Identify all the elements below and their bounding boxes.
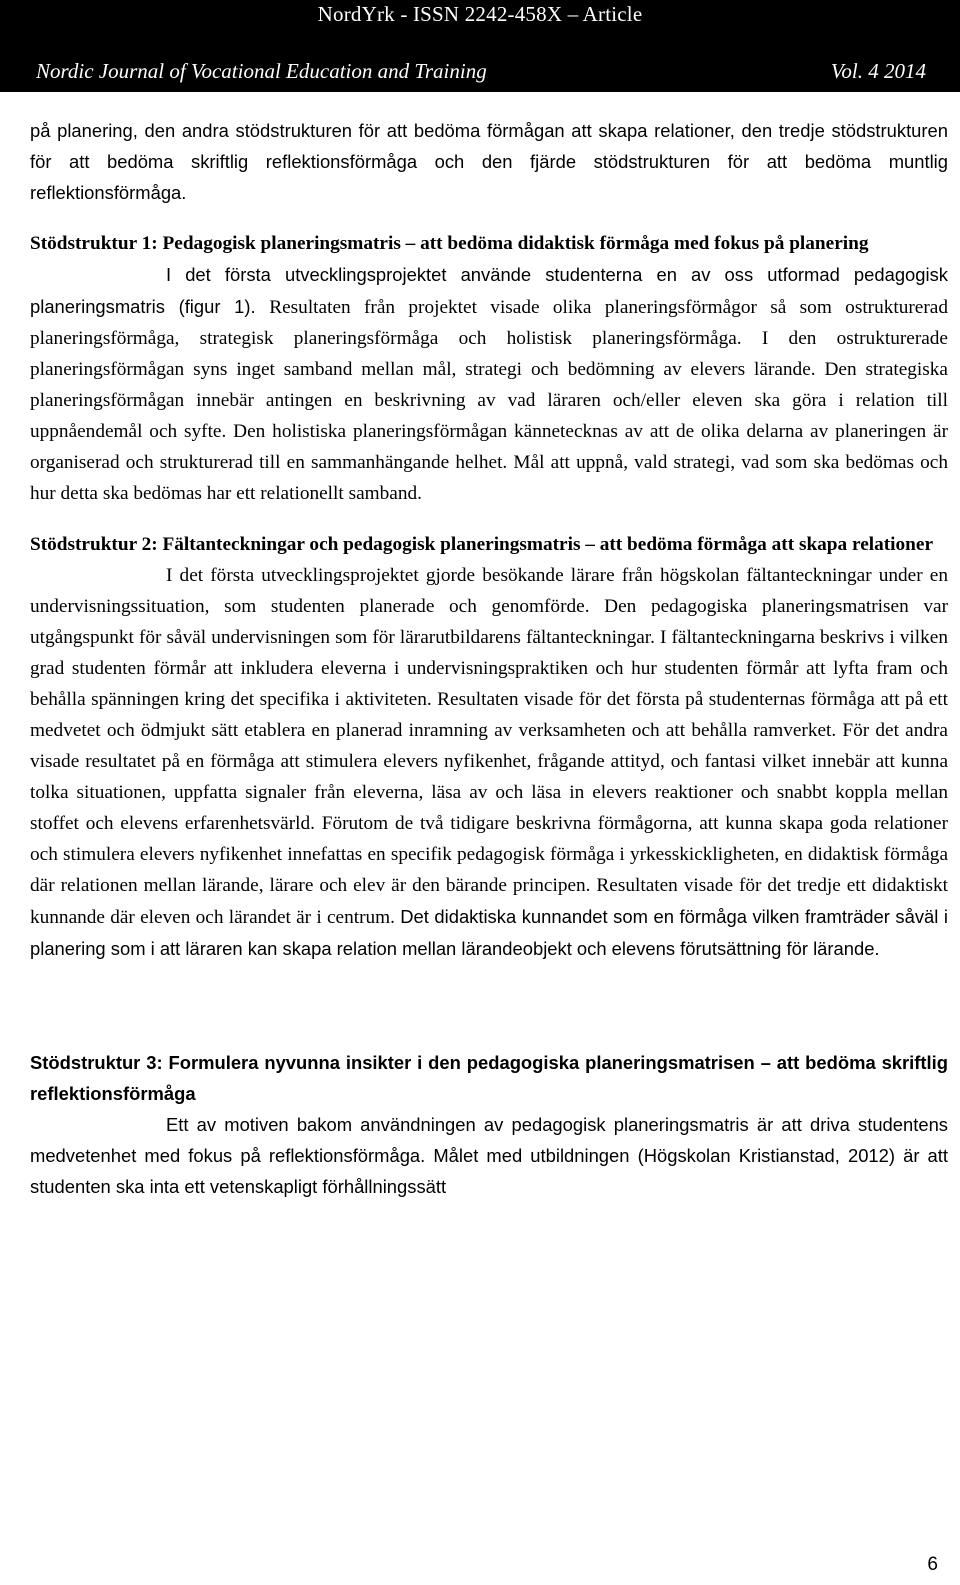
journal-name: Nordic Journal of Vocational Education and Training xyxy=(36,59,487,83)
header-title: NordYrk - ISSN 2242-458X – Article xyxy=(317,2,643,26)
intro-paragraph: på planering, den andra stödstrukturen för att bedöma förmågan att skapa relationer, den tredje stödstrukturen för att bedöma skriftlig reflektionsförmåga och den fjärde stödstrukturen för att bedöma muntlig reflektionsförmåga. xyxy=(30,120,948,203)
journal-header xyxy=(0,0,960,92)
section-3-heading: Stödstruktur 3: Formulera nyvunna insikter i den pedagogiska planeringsmatrisen – att bedöma skriftlig reflektionsförmåga xyxy=(30,1052,948,1104)
section-2-text-sans: Det didaktiska kunnandet som en förmåga vilken framträder såväl i planering som i att läraren kan skapa relation mellan lärandeobjekt och elevens förutsättning för lärande. xyxy=(30,906,948,959)
section-1-heading: Stödstruktur 1: Pedagogisk planeringsmatris – att bedöma didaktisk förmåga med fokus på planering xyxy=(30,233,869,254)
volume-label: Vol. 4 2014 xyxy=(830,59,926,83)
section-2-paragraph xyxy=(30,560,948,965)
section-2-heading: Stödstruktur 2: Fältanteckningar och pedagogisk planeringsmatris – att bedöma förmåga att skapa relationer xyxy=(30,534,934,555)
section-1-paragraph xyxy=(30,259,948,509)
section-2-text-serif: I det första utvecklingsprojektet gjorde besökande lärare från högskolan fältanteckningar under en undervisningssituation, som studenten planerade och genomförde. Den pedagogiska planeringsmatrisen var utgångspunkt för såväl undervisningen som för lärarutbildarens fältanteckningar. I fältanteckningarna beskrivs i vilken grad studenten förmår att inkludera eleverna i undervisningspraktiken och hur studenten förmår att lyfta fram och behålla spänningen kring det specifika i aktiviteten. Resultaten visade för det första på studenternas förmåga att på ett medvetet och ödmjukt sätt etablera en planerad inramning av verksamheten och att behålla ramverket. För det andra visade resultatet på en förmåga att stimulera elevers nyfikenhet, frågande attityd, och fantasi vilket innebär att kunna tolka situationen, uppfatta signaler från eleverna, läsa av och läsa in elevers reaktioner och snabbt koppla mellan stoffet och elevens erfarenhetsvärld. Förutom de två tidigare beskrivna förmågorna, att kunna skapa goda relationer och stimulera elevers nyfikenhet innefattas en specifik pedagogisk förmåga i yrkesskickligheten, en didaktisk förmåga där relationen mellan lärande, lärare och elev är den bärande principen. Resultaten visade för det tredje ett didaktiskt kunnande där eleven och lärandet är i centrum. xyxy=(30,565,948,928)
article-body xyxy=(30,115,948,1202)
section-1-text-sans: I det första utvecklingsprojektet använde studenterna en av oss utformad pedagogisk planeringsmatris (figur 1). xyxy=(30,264,948,317)
page-number: 6 xyxy=(927,1554,938,1575)
section-3-paragraph: Ett av motiven bakom användningen av pedagogisk planeringsmatris är att driva studentens medvetenhet med fokus på reflektionsförmåga. Målet med utbildningen (Högskolan Kristianstad, 2012) är att studenten ska inta ett vetenskapligt förhållningssätt xyxy=(30,1114,948,1197)
section-1-text-serif: Resultaten från projektet visade olika planeringsförmågor så som ostrukturerad planeringsförmåga, strategisk planeringsförmåga och holistisk planeringsförmåga. I den ostrukturerade planeringsförmågan syns inget samband mellan mål, strategi och bedömning av elevers lärande. Den strategiska planeringsförmågan innebär antingen en beskrivning av vad läraren och/eller eleven ska göra i relation till uppnåendemål och syfte. Den holistiska planeringsförmågan kännetecknas av att de olika delarna av planeringen är organiserad och strukturerad till en sammanhängande helhet. Mål att uppnå, vald strategi, vad som ska bedömas och hur detta ska bedömas har ett relationellt samband. xyxy=(30,297,948,504)
